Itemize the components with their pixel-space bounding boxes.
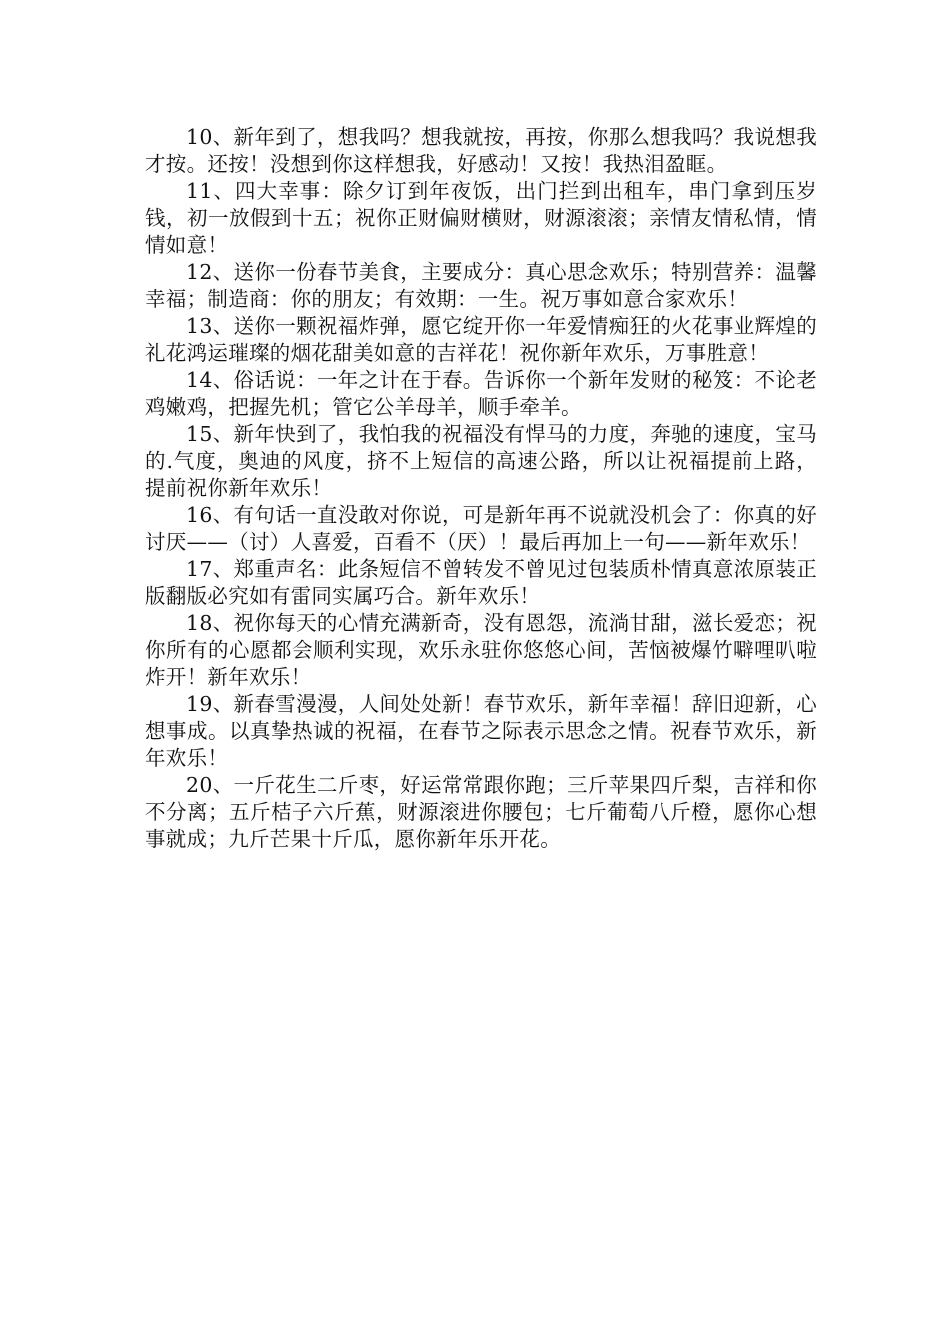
paragraph-14: 14、俗话说：一年之计在于春。告诉你一个新年发财的秘笈：不论老鸡嫩鸡，把握先机；管它公羊母羊，顺手牵羊。 bbox=[145, 368, 817, 419]
paragraph-19: 19、新春雪漫漫，人间处处新！春节欢乐，新年幸福！辞旧迎新，心想事成。以真挚热诚的祝福，在春节之际表示思念之情。祝春节欢乐，新年欢乐！ bbox=[145, 692, 817, 770]
paragraph-11: 11、四大幸事：除夕订到年夜饭，出门拦到出租车，串门拿到压岁钱，初一放假到十五；祝你正财偏财横财，财源滚滚；亲情友情私情，情情如意！ bbox=[145, 179, 817, 257]
paragraph-13: 13、送你一颗祝福炸弹，愿它绽开你一年爱情痴狂的火花事业辉煌的礼花鸿运璀璨的烟花甜美如意的吉祥花！祝你新年欢乐，万事胜意！ bbox=[145, 314, 817, 365]
document-body bbox=[145, 124, 817, 853]
paragraph-10: 10、新年到了，想我吗？想我就按，再按，你那么想我吗？我说想我才按。还按！没想到你这样想我，好感动！又按！我热泪盈眶。 bbox=[145, 125, 817, 176]
paragraph-15: 15、新年快到了，我怕我的祝福没有悍马的力度，奔驰的速度，宝马的.气度，奥迪的风度，挤不上短信的高速公路，所以让祝福提前上路，提前祝你新年欢乐！ bbox=[145, 422, 817, 500]
paragraph-18: 18、祝你每天的心情充满新奇，没有恩怨，流淌甘甜，滋长爱恋；祝你所有的心愿都会顺利实现，欢乐永驻你悠悠心间，苦恼被爆竹噼哩叭啦炸开！新年欢乐！ bbox=[145, 611, 817, 689]
paragraph-16: 16、有句话一直没敢对你说，可是新年再不说就没机会了：你真的好讨厌——（讨）人喜爱，百看不（厌）！最后再加上一句——新年欢乐！ bbox=[145, 503, 817, 554]
paragraph-12: 12、送你一份春节美食，主要成分：真心思念欢乐；特别营养：温馨幸福；制造商：你的朋友；有效期：一生。祝万事如意合家欢乐！ bbox=[145, 260, 817, 311]
paragraph-20: 20、一斤花生二斤枣，好运常常跟你跑；三斤苹果四斤梨，吉祥和你不分离；五斤桔子六斤蕉，财源滚进你腰包；七斤葡萄八斤橙，愿你心想事就成；九斤芒果十斤瓜，愿你新年乐开花。 bbox=[145, 773, 817, 851]
paragraph-17: 17、郑重声名：此条短信不曾转发不曾见过包装质朴情真意浓原装正版翻版必究如有雷同实属巧合。新年欢乐！ bbox=[145, 557, 817, 608]
